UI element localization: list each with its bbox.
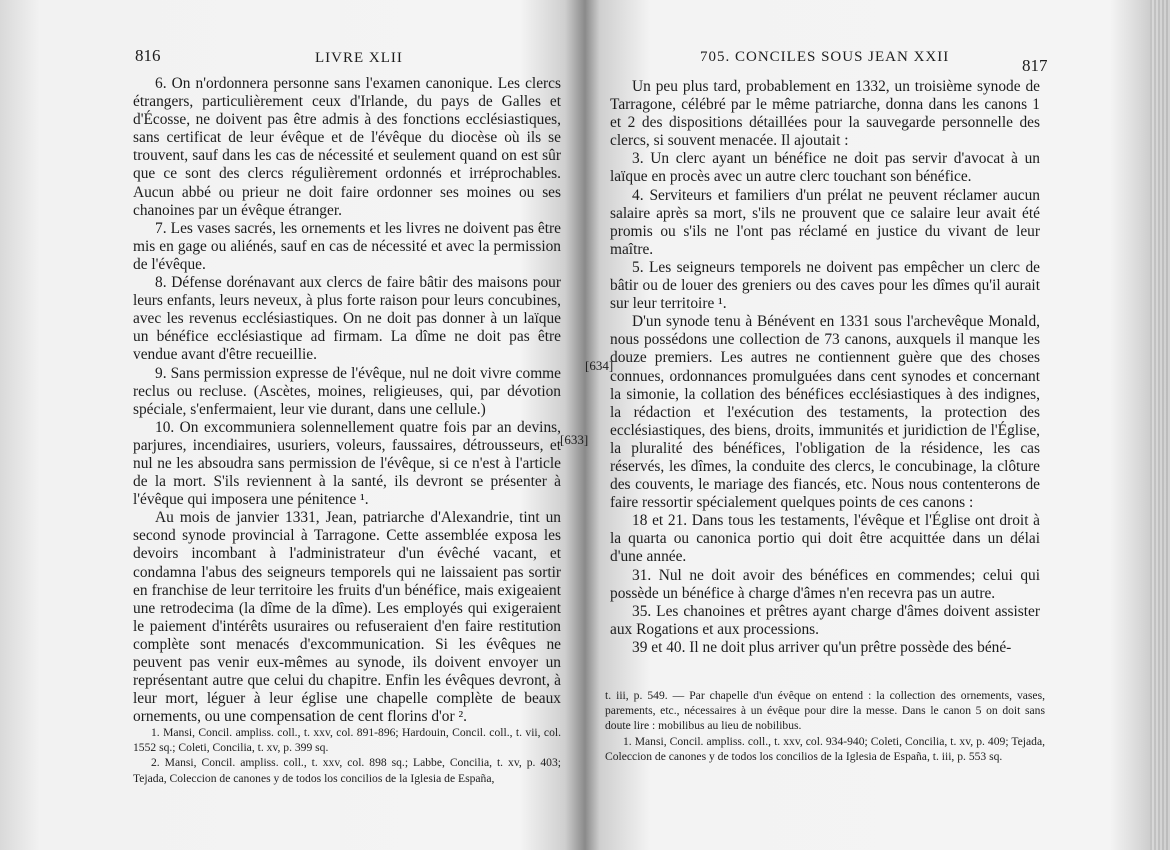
paragraph: 9. Sans permission expresse de l'évêque, nul ne doit vivre comme reclus ou recluse. (Ascètes, moines, religieuses, qui, par dévotion spéciale, s'enfermaient, leur vie durant, dans une cellule.) bbox=[133, 364, 561, 418]
paragraph: Un peu plus tard, probablement en 1332, un troisième synode de Tarragone, célébré par le même patriarche, donna dans les canons 1 et 2 des dispositions détaillées pour la sauvegarde personnelle des clercs, si souvent menacée. Il ajoutait : bbox=[610, 78, 1040, 150]
paragraph: 8. Défense dorénavant aux clercs de faire bâtir des maisons pour leurs enfants, leurs neveux, à plus forte raison pour leurs concubines, avec les revenus ecclésiastiques. On ne doit pas donner à un laïque un bénéfice ecclésiastique ad firmam. La dîme ne doit pas être vendue avant d'être recueillie. bbox=[133, 274, 561, 364]
page-edges bbox=[1150, 0, 1170, 850]
right-page-number: 817 bbox=[1022, 56, 1048, 75]
left-footnotes bbox=[133, 725, 561, 786]
paragraph: 3. Un clerc ayant un bénéfice ne doit pas servir d'avocat à un laïque en procès avec un autre clerc touchant son bénéfice. bbox=[610, 150, 1040, 186]
footnote: 2. Mansi, Concil. ampliss. coll., t. xxv, col. 898 sq.; Labbe, Concilia, t. xv, p. 403; Tejada, Coleccion de canones y de todos los concilios de la Iglesia de España, bbox=[133, 756, 561, 785]
right-margin-mark: [634] bbox=[585, 358, 614, 373]
paragraph: 10. On excommuniera solennellement quatre fois par an devins, parjures, incendiaires, usuriers, voleurs, faussaires, détrousseurs, et nul ne les absoudra sans permission de l'évêque, si ce n'est à l'article de la mort. S'ils reviennent à la santé, ils devront se présenter à l'évêque qui imposera une pénitence ¹. bbox=[133, 418, 561, 509]
paragraph: D'un synode tenu à Bénévent en 1331 sous l'archevêque Monald, nous possédons une collection de 73 canons, auxquels il manque les douze premiers. Les autres ne contiennent guère que des choses connues, ordonnances promulguées dans cent synodes et concernant la simonie, la collation des bénéfices ecclésiastiques à des indignes, la rédaction et l'exécution des testaments, la protection des ecclésiastiques, des biens, droits, immunités et juridiction de l'Église, la pluralité des bénéfices, l'obligation de la résidence, les cas réservés, les dîmes, la conduite des clercs, le concubinage, la clôture des couvents, le mariage des fiancés, etc. Nous nous contenterons de faire ressortir spécialement quelques points de ces canons : bbox=[610, 313, 1040, 512]
footnote: 1. Mansi, Concil. ampliss. coll., t. xxv, col. 934-940; Coleti, Concilia, t. xv, p. 409; Tejada, Coleccion de canones y de todos los concilios de la Iglesia de España, t. iii, p. 553 sq. bbox=[605, 734, 1045, 763]
right-footnotes bbox=[605, 688, 1045, 764]
right-page bbox=[585, 0, 1170, 850]
right-body-text bbox=[610, 78, 1040, 657]
left-margin-mark: [633] bbox=[560, 432, 589, 447]
paragraph: 31. Nul ne doit avoir des bénéfices en commendes; celui qui possède un bénéfice à charge d'âmes n'en recevra pas un autre. bbox=[610, 566, 1040, 602]
left-body-text bbox=[133, 75, 561, 726]
right-running-head: 705. CONCILES SOUS JEAN XXII bbox=[700, 49, 950, 65]
footnote: t. iii, p. 549. — Par chapelle d'un évêque on entend : la collection des ornements, vases, parements, etc., nécessaires à un évêque pour dire la messe. Dans le canon 5 on doit sans doute lire : mobilibus au lieu de nobilibus. bbox=[605, 689, 1045, 733]
paragraph: 6. On n'ordonnera personne sans l'examen canonique. Les clercs étrangers, particulièrement ceux d'Irlande, du pays de Galles et d'Écosse, ne doivent pas être admis à des fonctions ecclésiastiques, sans certificat de leur évêque et de l'évêque du diocèse où ils se trouvent, sauf dans les cas de nécessité et seulement quand on est sûr que ce sont des clercs régulièrement ordonnés et irréprochables. Aucun abbé ou prieur ne doit faire ordonner ses moines ou ses chanoines par un évêque étranger. bbox=[133, 75, 561, 219]
paragraph: 7. Les vases sacrés, les ornements et les livres ne doivent pas être mis en gage ou aliénés, sauf en cas de nécessité et avec la permission de l'évêque. bbox=[133, 219, 561, 273]
left-running-head: LIVRE XLII bbox=[315, 50, 403, 66]
paragraph: 35. Les chanoines et prêtres ayant charge d'âmes doivent assister aux Rogations et aux processions. bbox=[610, 602, 1040, 638]
paragraph: 39 et 40. Il ne doit plus arriver qu'un prêtre possède des béné- bbox=[632, 638, 1012, 656]
footnote: 1. Mansi, Concil. ampliss. coll., t. xxv, col. 891-896; Hardouin, Concil. coll., t. vii, col. 1552 sq.; Coleti, Concilia, t. xv, p. 399 sq. bbox=[133, 726, 561, 755]
paragraph: Au mois de janvier 1331, Jean, patriarche d'Alexandrie, tint un second synode provincial à Tarragone. Cette assemblée exposa les devoirs incombant à l'administrateur d'un évêché vacant, et condamna l'abus des seigneurs temporels qui ne laissaient pas sortir en franchise de leur territoire les fruits d'un bénéfice, mais exigeaient une retrodecima (la dîme de la dîme). Les employés qui exigeraient le paiement d'intérêts usuraires ou refuseraient d'en faire restitution complète sont menacés d'excommunication. Si les évêques ne peuvent pas venir eux-mêmes au synode, ils doivent envoyer un représentant autre que celui du chapitre. Enfin les évêques devront, à leur mort, léguer à leur église une chapelle complète de beaux ornements, ou une compensation de cent florins d'or ². bbox=[133, 509, 561, 726]
left-page-number: 816 bbox=[135, 46, 161, 65]
paragraph: 4. Serviteurs et familiers d'un prélat ne peuvent réclamer aucun salaire après sa mort, s'ils ne prouvent que ce salaire leur avait été promis ou s'ils ne l'ont pas réclamé en justice du vivant de leur maître. bbox=[610, 186, 1040, 258]
paragraph: 5. Les seigneurs temporels ne doivent pas empêcher un clerc de bâtir ou de louer des greniers ou des caves pour les dîmes qu'il aurait sur leur territoire ¹. bbox=[610, 258, 1040, 313]
paragraph: 18 et 21. Dans tous les testaments, l'évêque et l'Église ont droit à la quarta ou canonica portio qui doit être acquittée dans un délai d'une année. bbox=[610, 512, 1040, 566]
